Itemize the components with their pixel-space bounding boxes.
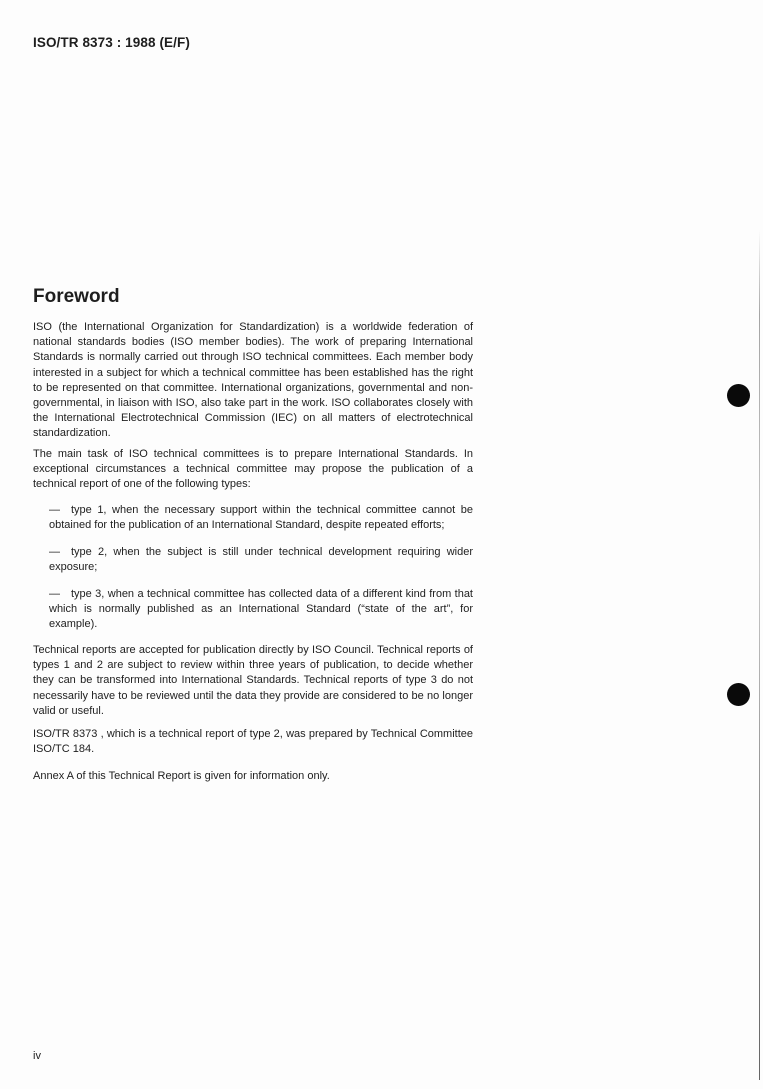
punch-hole-mark <box>727 683 750 706</box>
list-dash: — <box>49 546 60 558</box>
paragraph-iso-intro: ISO (the International Organization for Standardization) is a worldwide federation of national standards bodies (ISO member bodies). The work of preparing International Standards is normally carried out through ISO technical committees. Each member body interested in a subject for which a technical committee has been established has the right to be represented on that committee. International organizations, governmental and non-governmental, in liaison with ISO, also take part in the work. ISO collaborates closely with the International Electrotechnical Commission (IEC) on all matters of electrotechnical standardization. <box>33 321 473 440</box>
paragraph-prepared-by: ISO/TR 8373 , which is a technical report of type 2, was prepared by Technical Committee ISO/TC 184. <box>33 728 473 756</box>
list-dash: — <box>49 504 60 516</box>
list-item-text: type 3, when a technical committee has collected data of a different kind from that which is normally published as an International Standard (“state of the art”, for example). <box>49 588 473 631</box>
section-title-foreword: Foreword <box>33 286 120 307</box>
paragraph-technical-reports: Technical reports are accepted for publication directly by ISO Council. Technical reports of types 1 and 2 are subject to review within three years of publication, to decide whether they can be transformed into International Standards. Technical reports of type 3 do not necessarily have to be reviewed until the data they provide are considered to be no longer valid or useful. <box>33 644 473 717</box>
page-edge-shadow <box>759 230 760 1080</box>
document-header-id: ISO/TR 8373 : 1988 (E/F) <box>33 35 190 50</box>
paragraph-annex-note: Annex A of this Technical Report is given for information only. <box>33 770 330 782</box>
page-number: iv <box>33 1050 41 1062</box>
list-item-type-3 <box>49 587 473 633</box>
list-item-text: type 1, when the necessary support within the technical committee cannot be obtained for the publication of an International Standard, despite repeated efforts; <box>49 504 473 532</box>
punch-hole-mark <box>727 384 750 407</box>
list-item-type-2 <box>49 545 473 575</box>
list-item-type-1 <box>49 503 473 533</box>
paragraph-main-task: The main task of ISO technical committees is to prepare International Standards. In exceptional circumstances a technical committee may propose the publication of a technical report of one of the following types: <box>33 448 473 491</box>
list-dash: — <box>49 588 60 600</box>
list-item-text: type 2, when the subject is still under technical development requiring wider exposure; <box>49 546 473 574</box>
